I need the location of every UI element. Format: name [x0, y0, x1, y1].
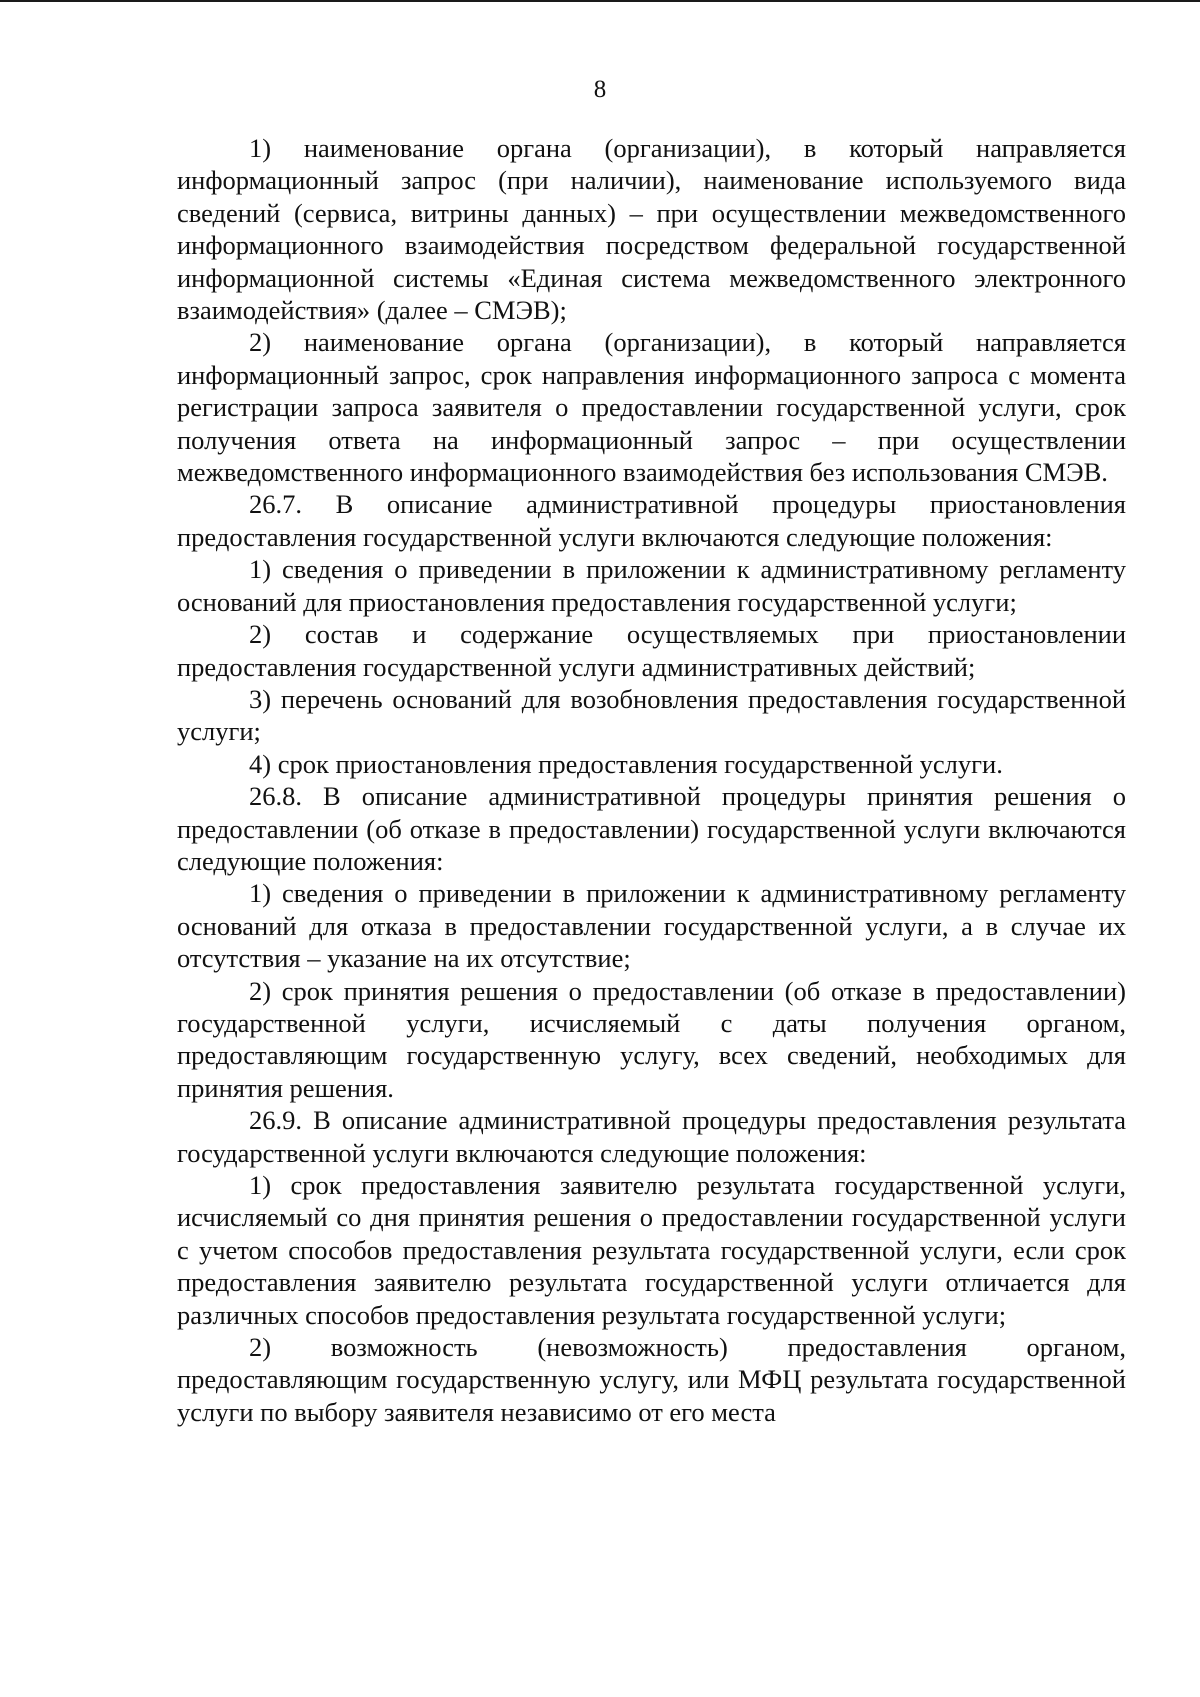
paragraph-item-2-request-deadline: 2) наименование органа (организации), в который направляется информационный запрос, срок направления информационного запроса с момента регистрации запроса заявителя о предоставлении государственной услуги, срок получения ответа на информационный запрос – при осуществлении межведомственного информационного взаимодействия без использования СМЭВ. [177, 327, 1126, 488]
paragraph-item-2-result-possibility: 2) возможность (невозможность) предоставления органом, предоставляющим государственную услугу, или МФЦ результата государственной услуги по выбору заявителя независимо от его места [177, 1332, 1126, 1427]
paragraph-item-2-decision-term: 2) срок принятия решения о предоставлении (об отказе в предоставлении) государственной услуги, исчисляемый с даты получения органом, предоставляющим государственную услугу, всех сведений, необходимых для принятия решения. [177, 975, 1126, 1103]
page-number: 8 [593, 76, 607, 103]
paragraph-item-2-suspension-actions: 2) состав и содержание осуществляемых при приостановлении предоставления государственной услуги административных действий; [177, 619, 1126, 682]
paragraph-item-4-suspension-term: 4) срок приостановления предоставления государственной услуги. [249, 748, 1003, 779]
paragraph-item-1-organ-request: 1) наименование органа (организации), в который направляется информационный запрос (при наличии), наименование используемого вида сведений (сервиса, витрины данных) – при осуществлении межведомственного информационного взаимодействия посредством федеральной государственной информационной системы «Единая система межведомственного электронного взаимодействия» (далее – СМЭВ); [177, 133, 1126, 326]
paragraph-item-1-result-term: 1) срок предоставления заявителю результата государственной услуги, исчисляемый со дня принятия решения о предоставлении государственной услуги с учетом способов предоставления результата государственной услуги, если срок предоставления заявителю результата государственной услуги отличается для различных способов предоставления результата государственной услуги; [177, 1170, 1126, 1330]
paragraph-26-7-suspension-procedure: 26.7. В описание административной процедуры приостановления предоставления государственной услуги включаются следующие положения: [177, 489, 1126, 552]
paragraph-item-1-refusal-grounds: 1) сведения о приведении в приложении к административному регламенту оснований для отказа в предоставлении государственной услуги, а в случае их отсутствия – указание на их отсутствие; [177, 878, 1126, 974]
paragraph-item-3-resumption-grounds: 3) перечень оснований для возобновления предоставления государственной услуги; [177, 683, 1126, 747]
document-body [177, 132, 1126, 1428]
paragraph-item-1-suspension-grounds: 1) сведения о приведении в приложении к административному регламенту оснований для приостановления предоставления государственной услуги; [177, 554, 1126, 617]
paragraph-26-9-result-procedure: 26.9. В описание административной процедуры предоставления результата государственной услуги включаются следующие положения: [177, 1105, 1126, 1168]
paragraph-26-8-decision-procedure: 26.8. В описание административной процедуры принятия решения о предоставлении (об отказе в предоставлении) государственной услуги включаются следующие положения: [177, 781, 1126, 876]
